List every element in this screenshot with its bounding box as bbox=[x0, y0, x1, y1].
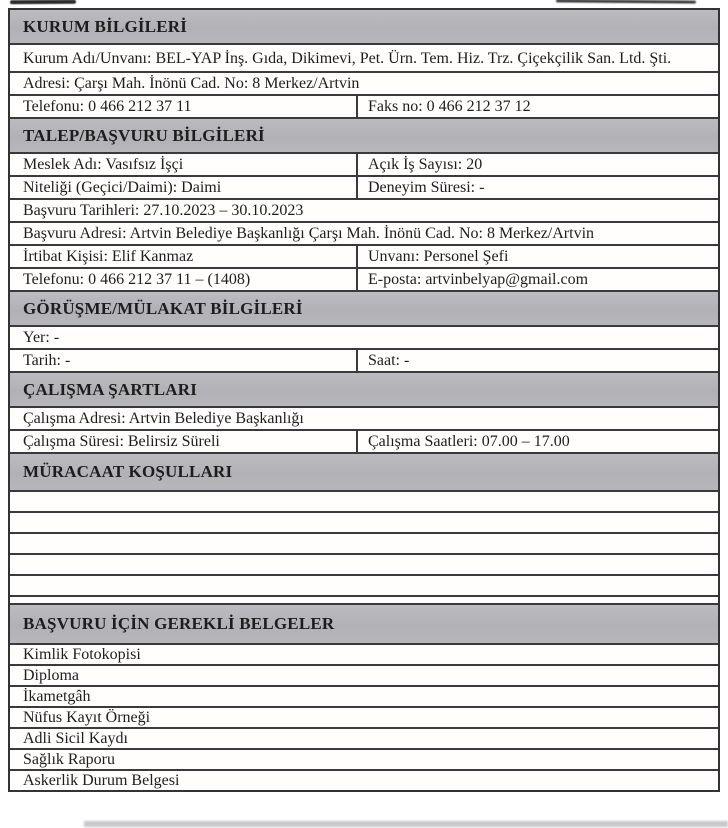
cell-text: Kimlik Fotokopisi bbox=[23, 646, 141, 663]
scan-artifact-top-left bbox=[10, 0, 76, 4]
cell-calisma-saatleri: Çalışma Saatleri: 07.00 – 17.00 bbox=[368, 433, 570, 450]
row-kurum-adi-unvani bbox=[10, 45, 718, 73]
cell-niteligi: Niteliği (Geçici/Daimi): Daimi bbox=[10, 177, 358, 198]
row-telefonu-faks bbox=[10, 96, 718, 119]
cell-text: Diploma bbox=[23, 667, 79, 684]
cell-calisma-suresi: Çalışma Süresi: Belirsiz Süreli bbox=[10, 431, 358, 452]
cell-deneyim-suresi: Deneyim Süresi: - bbox=[368, 179, 485, 196]
scan-artifact-top-right bbox=[556, 0, 696, 4]
section-header-kurum-bilgileri bbox=[10, 10, 718, 45]
row-meslek-acik-is bbox=[10, 154, 718, 177]
cell-text: Çalışma Adresi: Artvin Belediye Başkanlığı bbox=[23, 410, 304, 427]
row-calisma-suresi-saatleri bbox=[10, 431, 718, 454]
row-belge-adli-sicil-kaydi bbox=[10, 729, 718, 750]
row-belge-diploma bbox=[10, 666, 718, 687]
row-yer bbox=[10, 327, 718, 350]
row-belge-nufus-kayit-ornegi bbox=[10, 708, 718, 729]
row-belge-kimlik-fotokopisi bbox=[10, 645, 718, 666]
cell-eposta: E-posta: artvinbelyap@gmail.com bbox=[368, 271, 589, 288]
cell-telefonu: Telefonu: 0 466 212 37 11 bbox=[10, 96, 358, 117]
row-tarih-saat bbox=[10, 350, 718, 373]
empty-row bbox=[10, 534, 718, 555]
row-niteligi-deneyim bbox=[10, 177, 718, 200]
cell-text: Adli Sicil Kaydı bbox=[23, 730, 128, 747]
cell-acik-is-sayisi: Açık İş Sayısı: 20 bbox=[368, 156, 483, 173]
cell-text: Adresi: Çarşı Mah. İnönü Cad. No: 8 Merkez/Artvin bbox=[23, 75, 360, 92]
cell-saat: Saat: - bbox=[368, 352, 410, 369]
cell-text: Başvuru Tarihleri: 27.10.2023 – 30.10.2023 bbox=[23, 202, 304, 219]
row-belge-ikametgah bbox=[10, 687, 718, 708]
cell-text: Kurum Adı/Unvanı: BEL-YAP İnş. Gıda, Dikimevi, Pet. Ürn. Tem. Hiz. Trz. Çiçekçilik San. Ltd. Şti. bbox=[23, 50, 672, 67]
section-title: GÖRÜŞME/MÜLAKAT BİLGİLERİ bbox=[23, 299, 303, 318]
cell-text: Yer: - bbox=[23, 329, 60, 346]
section-title: KURUM BİLGİLERİ bbox=[23, 17, 188, 36]
section-header-basvuru-icin-gerekli-belgeler bbox=[10, 605, 718, 645]
section-header-calisma-sartlari bbox=[10, 373, 718, 408]
empty-row bbox=[10, 576, 718, 597]
section-header-gorusme-mulakat-bilgileri bbox=[10, 292, 718, 327]
section-title: MÜRACAAT KOŞULLARI bbox=[23, 462, 233, 481]
cell-faks-no: Faks no: 0 466 212 37 12 bbox=[368, 98, 531, 115]
empty-row bbox=[10, 555, 718, 576]
row-belge-askerlik-durum-belgesi bbox=[10, 771, 718, 790]
job-posting-form-table bbox=[8, 8, 720, 792]
spacer-row bbox=[10, 597, 718, 605]
cell-text: Askerlik Durum Belgesi bbox=[23, 772, 180, 789]
row-adresi bbox=[10, 73, 718, 96]
cell-text: İkametgâh bbox=[23, 688, 91, 705]
row-basvuru-adresi bbox=[10, 223, 718, 246]
section-title: TALEP/BAŞVURU BİLGİLERİ bbox=[23, 126, 265, 145]
empty-row bbox=[10, 492, 718, 513]
cell-telefonu-dahili: Telefonu: 0 466 212 37 11 – (1408) bbox=[10, 269, 358, 290]
section-header-talep-basvuru-bilgileri bbox=[10, 119, 718, 154]
scan-artifact-bottom bbox=[84, 821, 728, 827]
cell-unvani: Unvanı: Personel Şefi bbox=[368, 248, 509, 265]
row-telefonu-eposta bbox=[10, 269, 718, 292]
section-title: ÇALIŞMA ŞARTLARI bbox=[23, 380, 198, 399]
section-header-muracaat-kosullari bbox=[10, 454, 718, 492]
cell-tarih: Tarih: - bbox=[10, 350, 358, 371]
row-basvuru-tarihleri bbox=[10, 200, 718, 223]
cell-text: Başvuru Adresi: Artvin Belediye Başkanlığı Çarşı Mah. İnönü Cad. No: 8 Merkez/Artvin bbox=[23, 225, 595, 242]
row-calisma-adresi bbox=[10, 408, 718, 431]
cell-text: Nüfus Kayıt Örneği bbox=[23, 709, 151, 726]
cell-irtibat-kisisi: İrtibat Kişisi: Elif Kanmaz bbox=[10, 246, 358, 267]
row-belge-saglik-raporu bbox=[10, 750, 718, 771]
empty-row bbox=[10, 513, 718, 534]
section-title: BAŞVURU İÇİN GEREKLİ BELGELER bbox=[23, 614, 335, 633]
row-irtibat-unvan bbox=[10, 246, 718, 269]
cell-meslek-adi: Meslek Adı: Vasıfsız İşçi bbox=[10, 154, 358, 175]
cell-text: Sağlık Raporu bbox=[23, 751, 115, 768]
